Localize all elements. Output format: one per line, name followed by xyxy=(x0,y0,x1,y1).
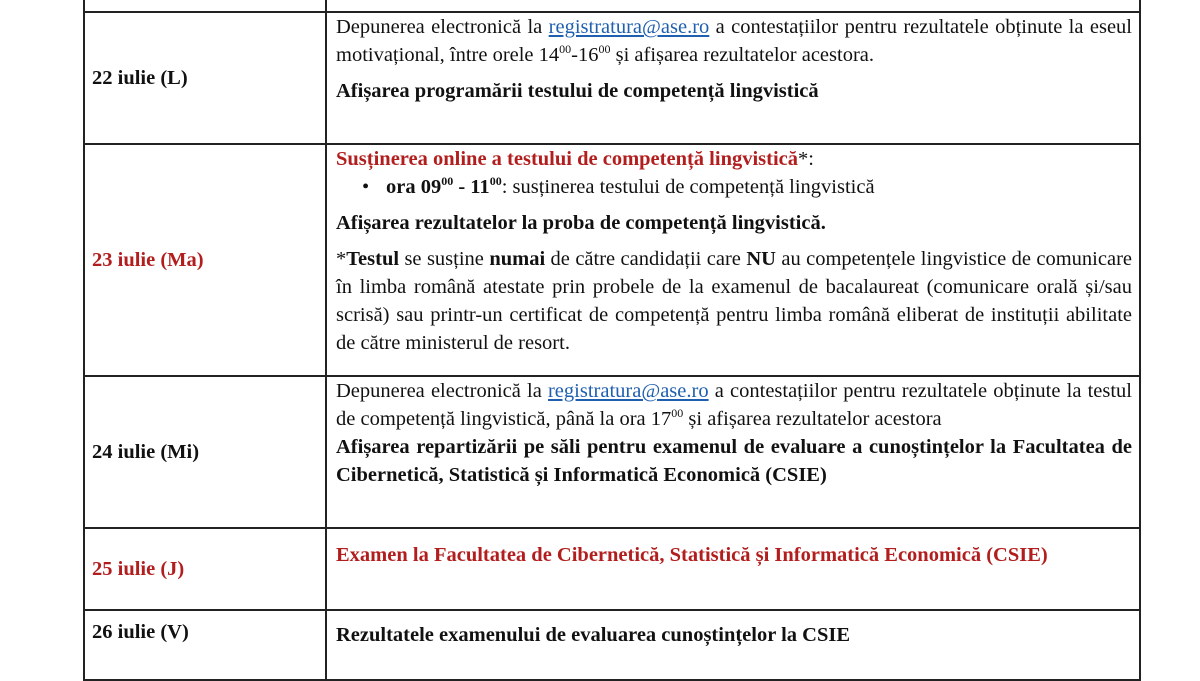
table-row xyxy=(83,145,1141,377)
email-link[interactable]: registratura@ase.ro xyxy=(547,380,709,402)
text: Depunerea electronică la xyxy=(336,16,549,38)
heading: Afișarea programării testului de competență lingvistică xyxy=(336,80,819,102)
paragraph xyxy=(336,13,1132,69)
text: a contestațiilor pentru rezultatele obținute la eseul motivațional, între orele 14 xyxy=(336,16,1132,66)
heading: Afișarea repartizării pe săli pentru examenul de evaluare a cunoștințelor la Facultatea de Cibernetică, Statistică și Informatică Economică (CSIE) xyxy=(336,436,1132,486)
date-cell: 25 iulie (J) xyxy=(85,529,327,609)
red-heading: Examen la Facultatea de Cibernetică, Statistică și Informatică Economică (CSIE) xyxy=(336,544,1048,566)
heading: Afișarea rezultatelor la proba de competență lingvistică. xyxy=(336,212,826,234)
table-row xyxy=(83,11,1141,145)
table-row xyxy=(83,611,1141,681)
superscript: 00 xyxy=(598,42,611,57)
content-cell xyxy=(327,145,1139,375)
red-heading: Susținerea online a testului de competență lingvistică xyxy=(336,148,799,170)
note: *Testul se susține numai de către candidații care NU au competențele lingvistice de comunicare în limba română atestate prin probele de la examenul de bacalaureat (comunicare orală și/sau scrisă) sau printr-un certificat de competență pentru limba română eliberat de instituții abilitate de către ministerul de resort. xyxy=(336,248,1132,354)
table-row xyxy=(83,529,1141,611)
text: și afișarea rezultatelor acestora. xyxy=(610,44,874,66)
superscript: 00 xyxy=(559,42,572,57)
list-item: • ora $09^{00} - 11^{00}$: susținerea testului de competență lingvistică xyxy=(362,173,1132,201)
bullet-list xyxy=(336,173,1132,201)
paragraph: Depunerea electronică la registratura@ase.ro a contestațiilor pentru rezultatele obținute la testul de competență lingvistică, până la ora $17^{00}$ și afișarea rezultatelor acestora xyxy=(336,380,1132,430)
content-cell xyxy=(327,377,1139,527)
date-cell: 24 iulie (Mi) xyxy=(85,377,327,527)
content-cell xyxy=(327,13,1139,143)
text: *: xyxy=(798,148,814,170)
table-row xyxy=(83,377,1141,529)
date-cell: 22 iulie (L) xyxy=(85,13,327,143)
date-cell: 26 iulie (V) xyxy=(85,611,327,679)
content-cell xyxy=(327,529,1139,609)
paragraph xyxy=(336,145,1132,173)
heading: Rezultatele examenului de evaluarea cunoștințelor la CSIE xyxy=(336,624,850,646)
date-cell xyxy=(85,0,327,11)
content-cell xyxy=(327,611,1139,679)
text: -16 xyxy=(571,44,599,66)
date-cell: 23 iulie (Ma) xyxy=(85,145,327,375)
email-link[interactable]: registratura@ase.ro xyxy=(548,16,710,38)
